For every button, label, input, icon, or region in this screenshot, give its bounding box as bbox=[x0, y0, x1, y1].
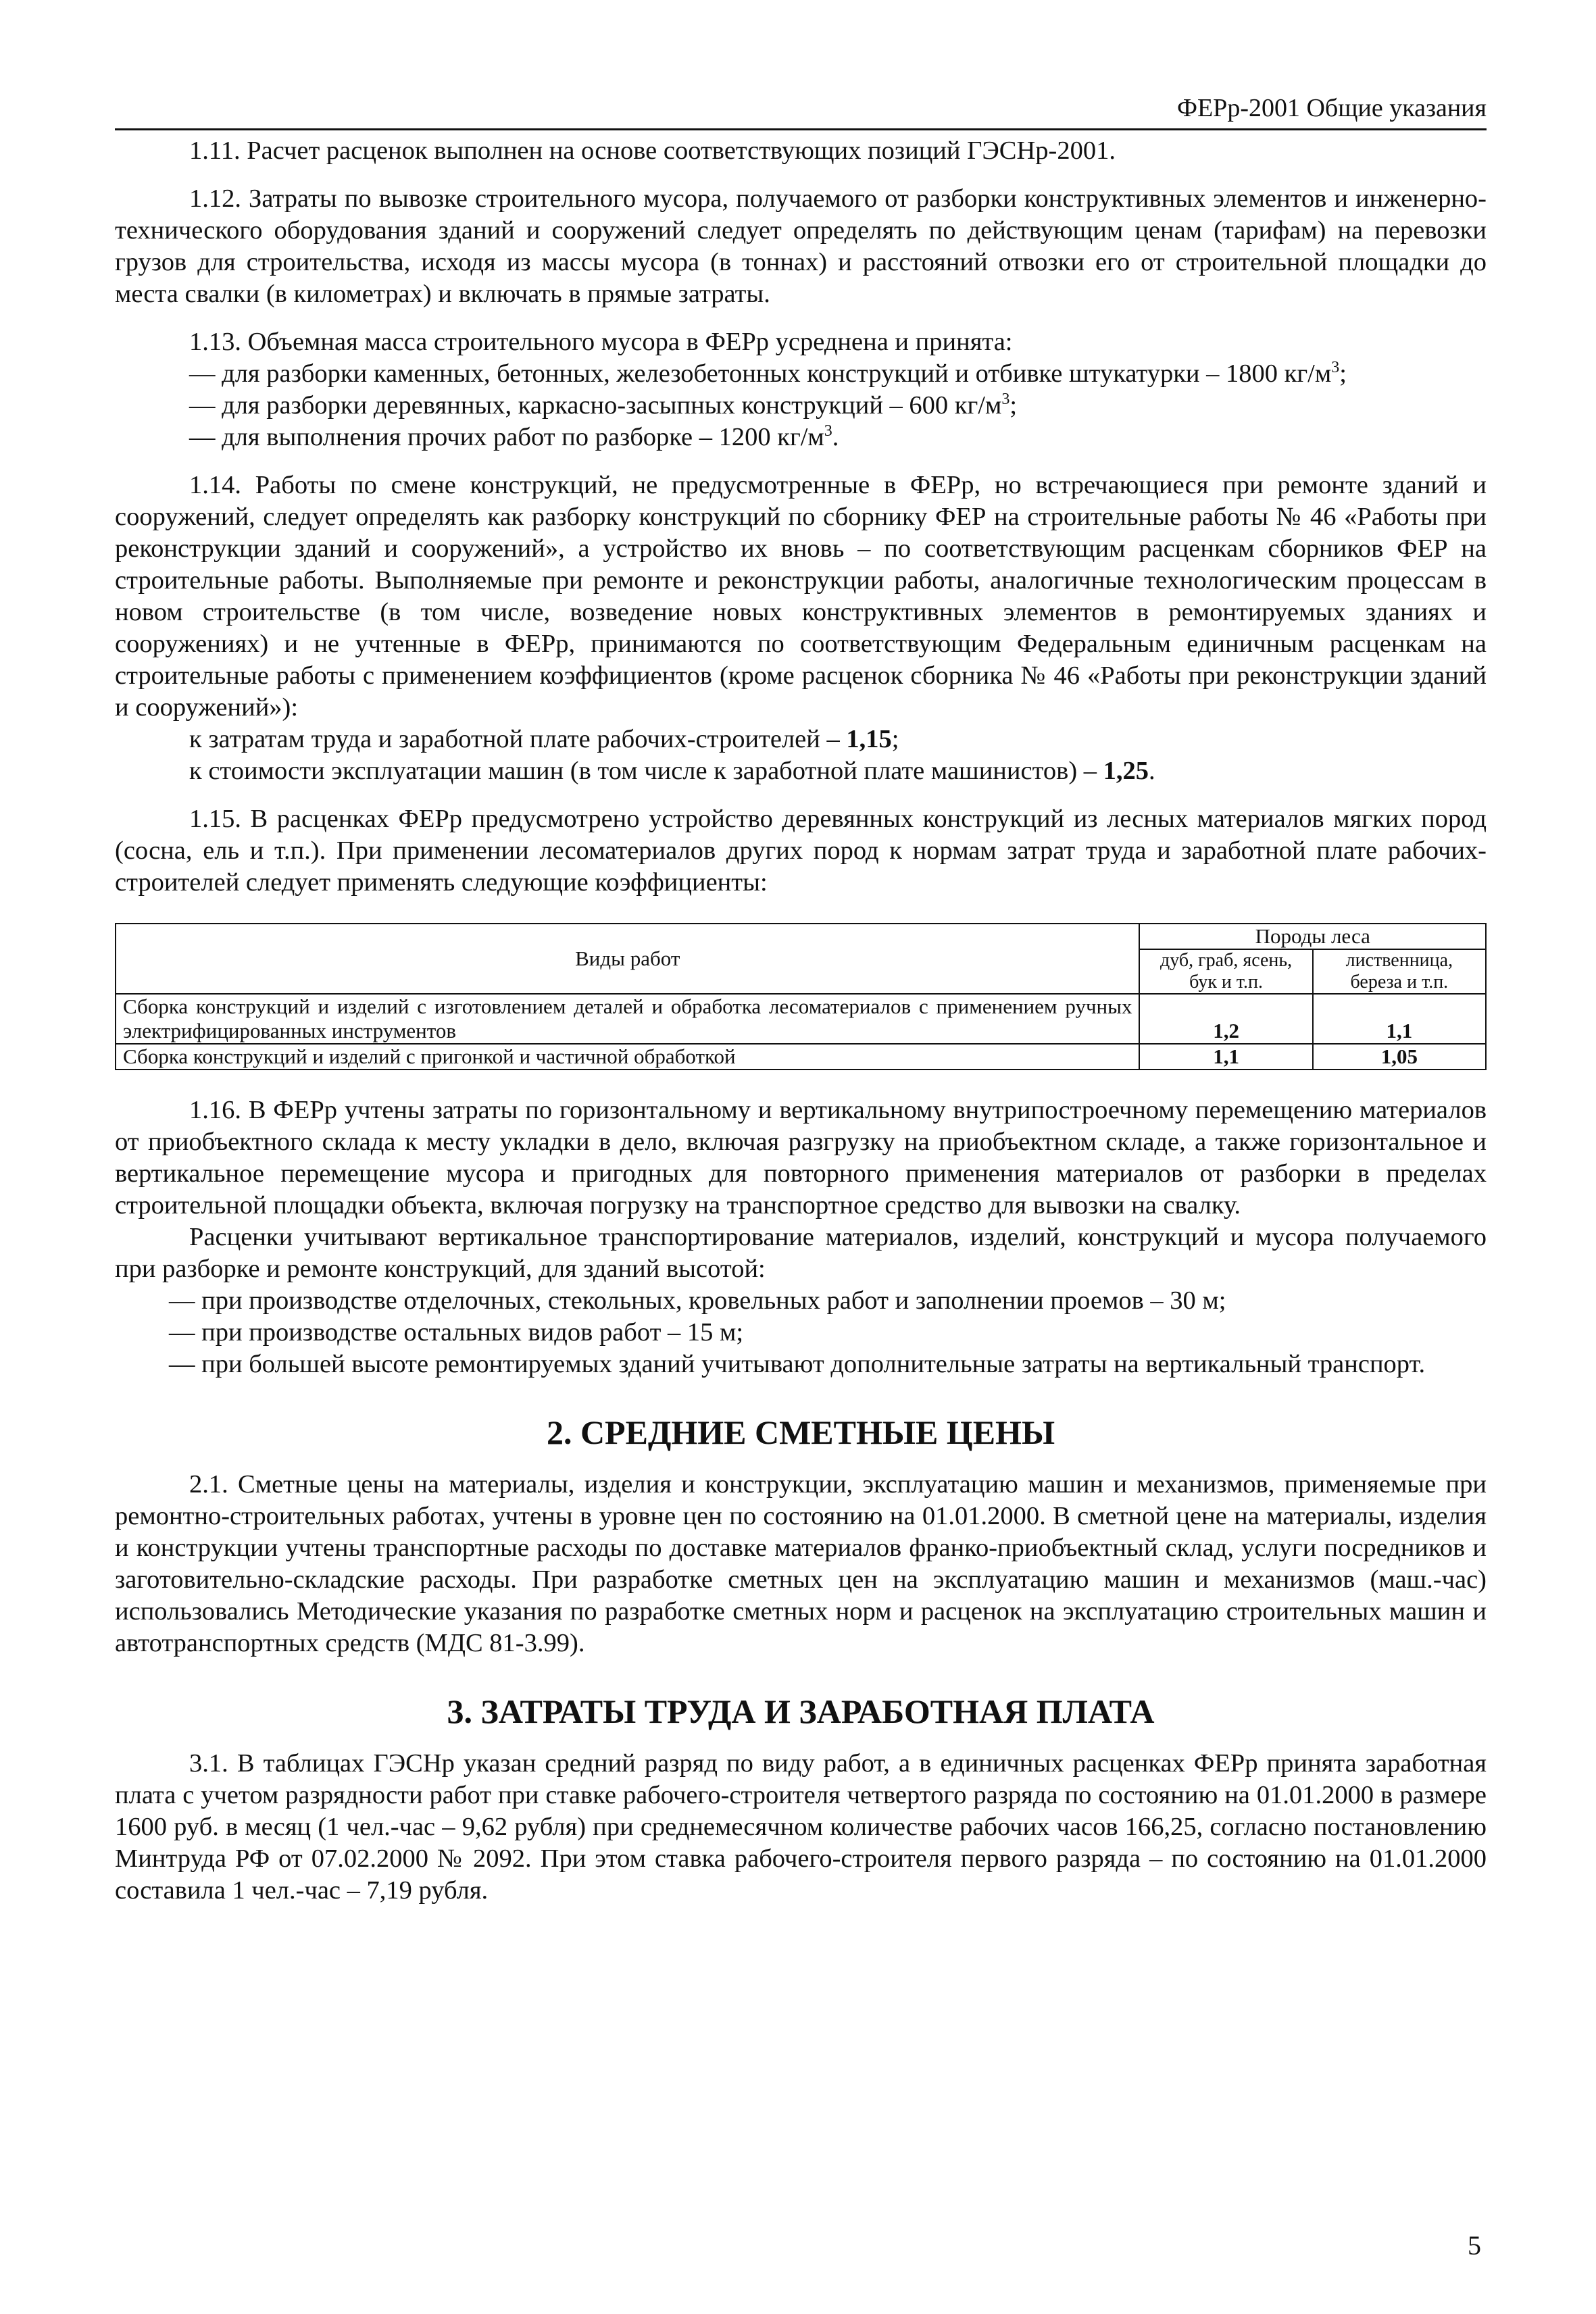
paragraph-1-11: 1.11. Расчет расценок выполнен на основе соответствующих позиций ГЭСНр-2001. bbox=[189, 136, 1116, 165]
paragraph-1-14: 1.14. Работы по смене конструкций, не предусмотренные в ФЕРр, но встречающиеся при ремонте зданий и сооружений, следует определять как разборку конструкций по сборнику ФЕР на строительные работы № 46 «Работы при реконструкции зданий и сооружений», а устройство их вновь – по соответствующим расценкам сборников ФЕР на строительные работы. Выполняемые при ремонте и реконструкции работы, аналогичные технологическим процессам в новом строительстве (в том числе, возведение новых конструктивных элементов в ремонтируемых зданиях и сооружениях) и не учтенные в ФЕРр, принимаются по соответствующим Федеральным единичным расценкам на строительные работы с применением коэффициентов (кроме расценок сборника № 46 «Работы при реконструкции зданий и сооружений»): bbox=[115, 471, 1487, 722]
list-item: — при производстве остальных видов работ – 15 м; bbox=[169, 1318, 744, 1347]
table-cell-b: 1,1 bbox=[1313, 994, 1486, 1044]
list-item: — для разборки каменных, бетонных, железобетонных конструкций и отбивке штукатурки – 1800 $кг/м^3$; bbox=[189, 359, 1347, 388]
list-item: — при большей высоте ремонтируемых зданий учитывают дополнительные затраты на вертикальный транспорт. bbox=[169, 1350, 1426, 1378]
list-item: к стоимости эксплуатации машин (в том числе к заработной плате машинистов) – 1,25. bbox=[189, 757, 1155, 785]
table-header-kind: Виды работ bbox=[116, 924, 1139, 994]
list-item: — для выполнения прочих работ по разборке – 1200 $кг/м^3$. bbox=[189, 422, 839, 451]
table-cell-a: 1,1 bbox=[1139, 1044, 1312, 1070]
table-cell-kind: Сборка конструкций и изделий с изготовлением деталей и обработка лесоматериалов с применением ручных электрифицированных инструментов bbox=[116, 994, 1139, 1044]
table-header-col-a: дуб, граб, ясень, бук и т.п. bbox=[1139, 949, 1312, 994]
wood-coefficients-table bbox=[115, 923, 1487, 1070]
paragraph-1-13: 1.13. Объемная масса строительного мусора в ФЕРр усреднена и принята: bbox=[189, 328, 1013, 356]
table-cell-kind: Сборка конструкций и изделий с пригонкой и частичной обработкой bbox=[116, 1044, 1139, 1070]
list-item: к затратам труда и заработной плате рабочих-строителей – 1,15; bbox=[189, 725, 899, 753]
table-row bbox=[116, 1044, 1486, 1070]
table-header-col-b: лиственница, береза и т.п. bbox=[1313, 949, 1486, 994]
page-number: 5 bbox=[1468, 2230, 1481, 2261]
paragraph-2-1: 2.1. Сметные цены на материалы, изделия и конструкции, эксплуатацию машин и механизмов, применяемые при ремонтно-строительных работах, учтены в уровне цен по состоянию на 01.01.2000. В сметной цене на материалы, изделия и конструкции учтены транспортные расходы по доставке материалов франко-приобъектный склад, услуги посредников и заготовительно-складские расходы. При разработке сметных цен на эксплуатацию машин и механизмов (маш.-час) использовались Методические указания по разработке сметных норм и расценок на эксплуатацию строительных машин и автотранспортных средств (МДС 81-3.99). bbox=[115, 1470, 1487, 1657]
table-header-group: Породы леса bbox=[1139, 924, 1486, 949]
paragraph-1-12: 1.12. Затраты по вывозке строительного мусора, получаемого от разборки конструктивных элементов и инженерно-технического оборудования зданий и сооружений следует определять по действующим ценам (тарифам) на перевозки грузов для строительства, исходя из массы мусора (в тоннах) и расстояний отвозки его от строительной площадки до места свалки (в километрах) и включать в прямые затраты. bbox=[115, 184, 1487, 308]
list-item: — для разборки деревянных, каркасно-засыпных конструкций – 600 $кг/м^3$; bbox=[189, 391, 1018, 420]
paragraph-1-16: 1.16. В ФЕРр учтены затраты по горизонтальному и вертикальному внутрипостроечному перемещению материалов от приобъектного склада к месту укладки в дело, включая разгрузку на приобъектном складе, а также горизонтальное и вертикальное перемещение мусора и пригодных для повторного применения материалов от разборки в пределах строительной площадки объекта, включая погрузку на транспортное средство для вывозки на свалку. bbox=[115, 1096, 1487, 1219]
paragraph-1-16b: Расценки учитывают вертикальное транспортирование материалов, изделий, конструкций и мусора получаемого при разборке и ремонте конструкций, для зданий высотой: bbox=[115, 1223, 1487, 1283]
paragraph-3-1: 3.1. В таблицах ГЭСНр указан средний разряд по виду работ, а в единичных расценках ФЕРр принята заработная плата с учетом разрядности работ при ставке рабочего-строителя четвертого разряда по состоянию на 01.01.2000 в размере 1600 руб. в месяц (1 чел.-час – 9,62 рубля) при среднемесячном количестве рабочих часов 166,25, согласно постановлению Минтруда РФ от 07.02.2000 № 2092. При этом ставка рабочего-строителя первого разряда – по состоянию на 01.01.2000 составила 1 чел.-час – 7,19 рубля. bbox=[115, 1749, 1487, 1905]
list-item: — при производстве отделочных, стекольных, кровельных работ и заполнении проемов – 30 м; bbox=[169, 1286, 1226, 1315]
document-body bbox=[115, 135, 1487, 1907]
header-title: ФЕРр-2001 Общие указания bbox=[1176, 94, 1487, 122]
section-3-heading: 3. ЗАТРАТЫ ТРУДА И ЗАРАБОТНАЯ ПЛАТА bbox=[447, 1692, 1155, 1730]
running-header bbox=[115, 88, 1487, 130]
paragraph-1-15: 1.15. В расценках ФЕРр предусмотрено устройство деревянных конструкций из лесных материалов мягких пород (сосна, ель и т.п.). При применении лесоматериалов других пород к нормам затрат труда и заработной плате рабочих-строителей следует применять следующие коэффициенты: bbox=[115, 805, 1487, 897]
table-cell-a: 1,2 bbox=[1139, 994, 1312, 1044]
table-row bbox=[116, 994, 1486, 1044]
section-2-heading: 2. СРЕДНИЕ СМЕТНЫЕ ЦЕНЫ bbox=[546, 1413, 1055, 1451]
table-cell-b: 1,05 bbox=[1313, 1044, 1486, 1070]
